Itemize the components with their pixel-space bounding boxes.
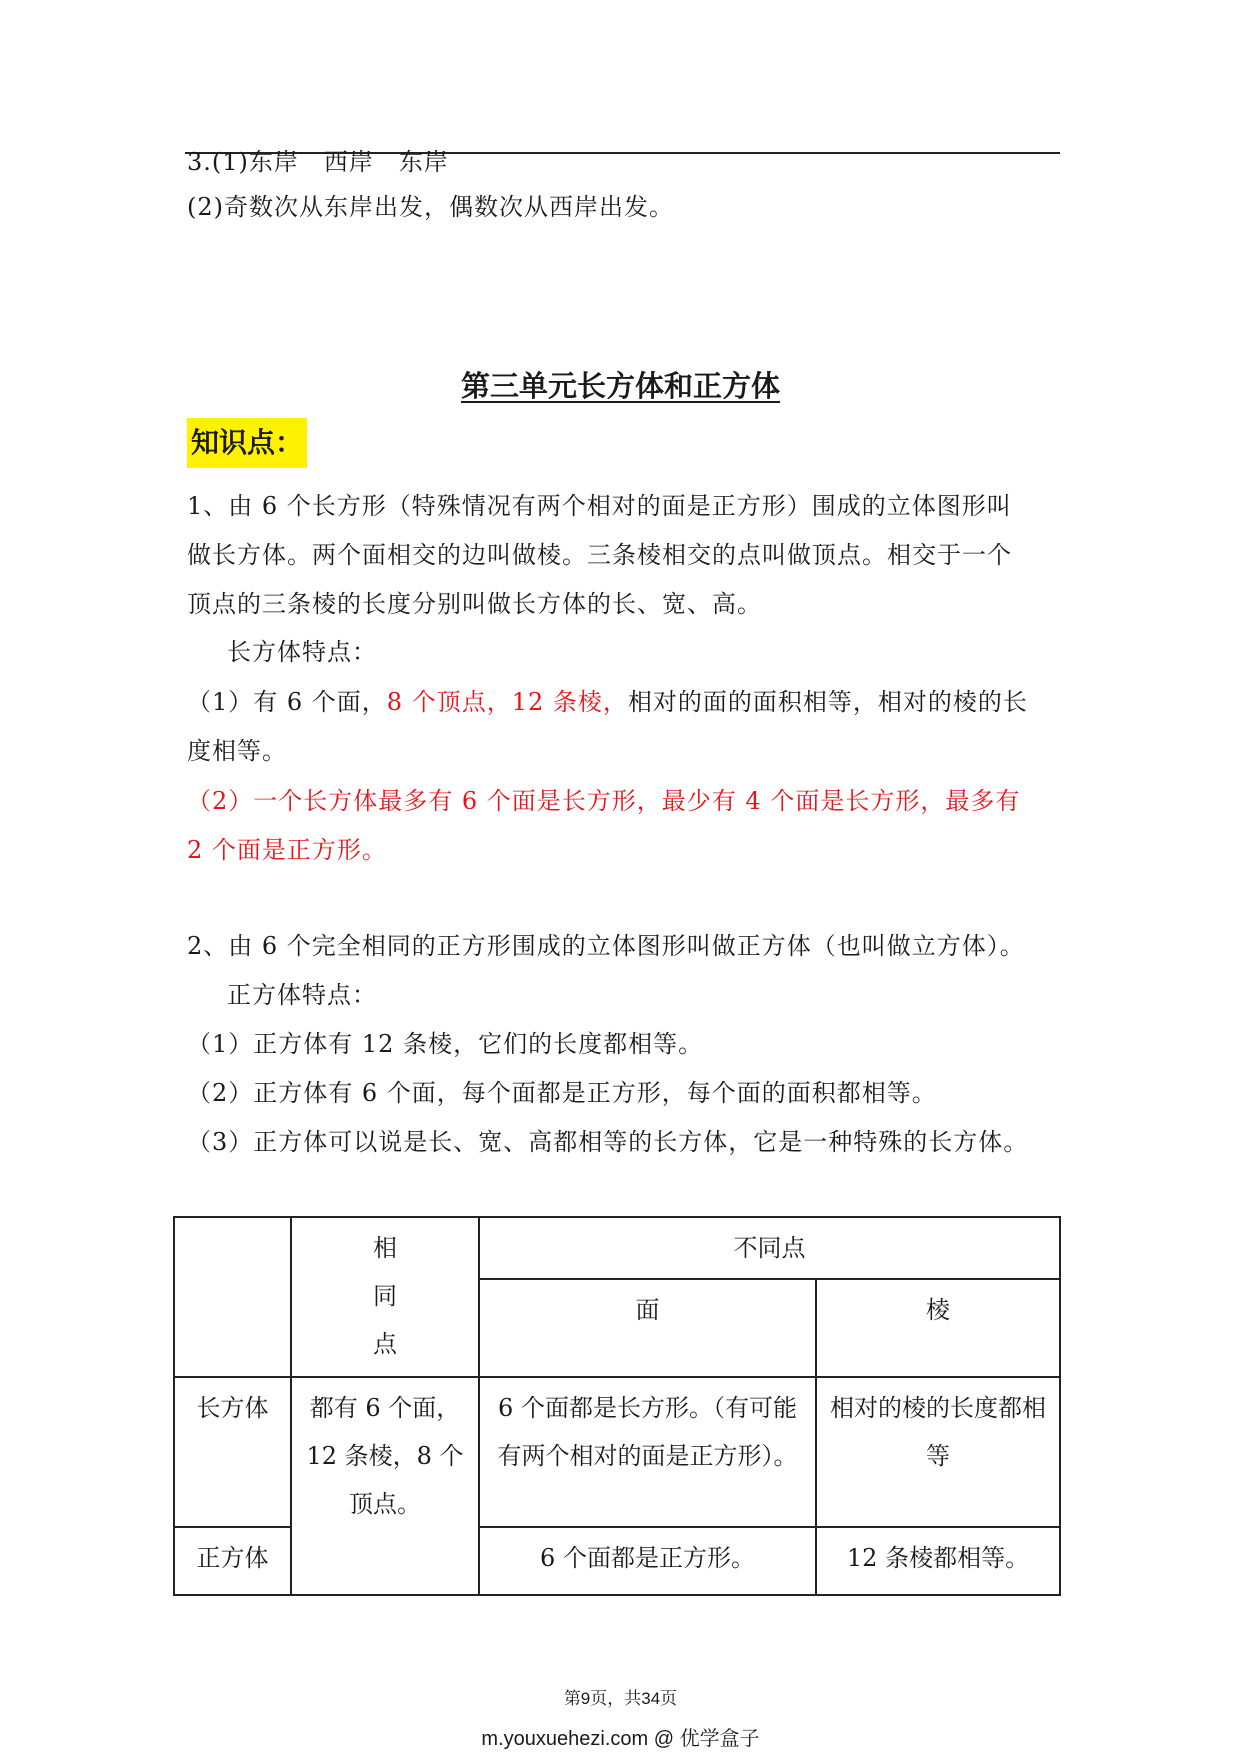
cube-features-heading: 正方体特点：: [227, 981, 377, 1009]
cuboid-face: 6 个面都是长方形。（有可能有两个相对的面是正方形）。: [479, 1377, 816, 1527]
cuboid-feature-1-prefix: （1）有 6 个面，: [187, 688, 387, 716]
cuboid-feature-1-red: 8 个顶点，12 条棱，: [386, 688, 628, 716]
cube-feature-2: （2）正方体有 6 个面，每个面都是正方形，每个面的面积都相等。: [187, 1079, 937, 1107]
cuboid-feature-1-cont: 度相等。: [187, 737, 287, 765]
cuboid-def-line-1: 1、由 6 个长方形（特殊情况有两个相对的面是正方形）围成的立体图形叫: [187, 492, 1012, 520]
cuboid-feature-1-suffix: 相对的面的面积相等，相对的棱的长: [627, 688, 1028, 716]
cuboid-def-line-3: 顶点的三条棱的长度分别叫做长方体的长、宽、高。: [187, 590, 762, 618]
cube-face: 6 个面都是正方形。: [479, 1527, 816, 1595]
answer-line-2: (2)奇数次从东岸出发，偶数次从西岸出发。: [187, 193, 674, 221]
cube-feature-3: （3）正方体可以说是长、宽、高都相等的长方体，它是一种特殊的长方体。: [187, 1128, 1029, 1156]
cuboid-features-heading: 长方体特点：: [227, 638, 377, 666]
comparison-table: [173, 1216, 1061, 1596]
unit-title: 第三单元长方体和正方体: [460, 369, 780, 403]
table-corner-cell: [174, 1217, 291, 1377]
site-watermark: m.youxuehezi.com @ 优学盒子: [481, 1728, 760, 1750]
same-content: 都有 6 个面，12 条棱，8 个顶点。: [291, 1377, 479, 1595]
same-header: 相同点: [291, 1217, 479, 1377]
answer-line-1: 3.(1)东岸 西岸 东岸: [187, 148, 449, 176]
row-name-cube: 正方体: [174, 1527, 291, 1595]
knowledge-label: 知识点：: [187, 418, 307, 468]
cuboid-feature-1: [187, 686, 1028, 718]
table-header-row: [174, 1217, 1060, 1279]
edge-header: 棱: [816, 1279, 1060, 1377]
cube-def: 2、由 6 个完全相同的正方形围成的立体图形叫做正方体（也叫做立方体）。: [187, 932, 1025, 960]
face-header: 面: [479, 1279, 816, 1377]
cuboid-feature-2-line-2: 2 个面是正方形。: [187, 836, 387, 864]
cuboid-def-line-2: 做长方体。两个面相交的边叫做棱。三条棱相交的点叫做顶点。相交于一个: [187, 541, 1012, 569]
cube-edge: 12 条棱都相等。: [816, 1527, 1060, 1595]
table-row: [174, 1377, 1060, 1527]
cuboid-feature-2-line-1: （2）一个长方体最多有 6 个面是长方形，最少有 4 个面是长方形，最多有: [187, 787, 1021, 815]
row-name-cuboid: 长方体: [174, 1377, 291, 1527]
diff-header: 不同点: [479, 1217, 1060, 1279]
cuboid-edge: 相对的棱的长度都相等: [816, 1377, 1060, 1527]
cube-feature-1: （1）正方体有 12 条棱，它们的长度都相等。: [187, 1030, 704, 1058]
page-number: 第9页，共34页: [563, 1689, 678, 1708]
